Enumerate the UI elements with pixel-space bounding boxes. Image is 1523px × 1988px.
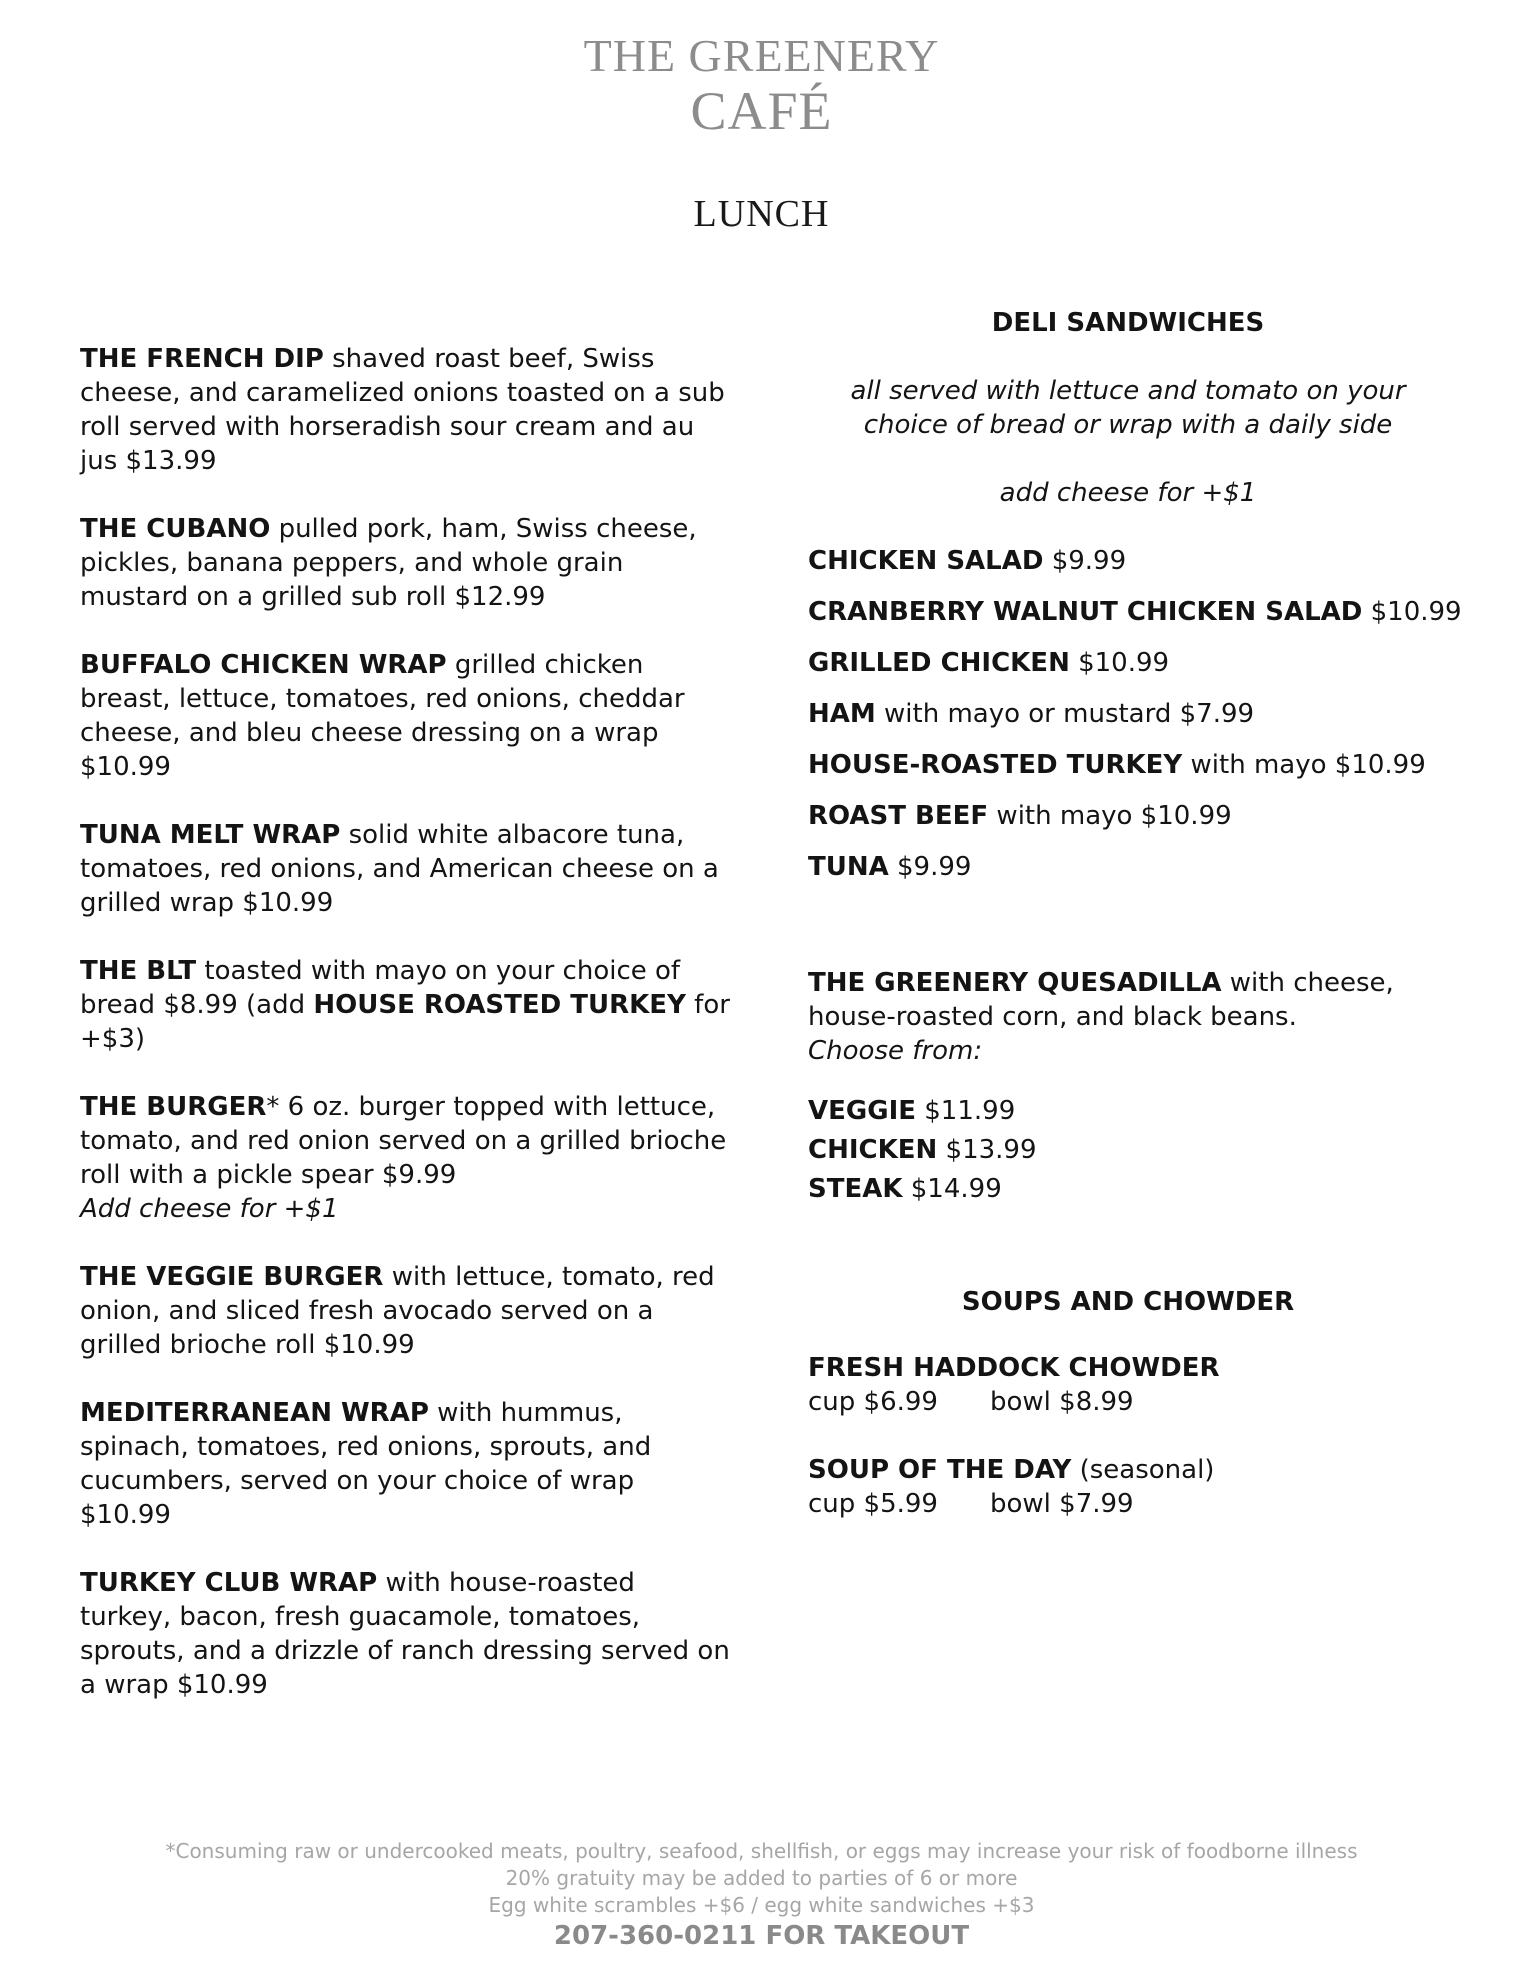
menu-item	[80, 342, 730, 478]
item-note: Add cheese for +$1	[80, 1194, 339, 1224]
item-description: solid white albacore tuna, tomatoes, red onions, and American cheese on a grilled wrap $10.99	[80, 820, 719, 918]
entrees-column	[80, 342, 730, 1736]
item-name: THE FRENCH DIP	[80, 344, 324, 374]
deli-item-name: ROAST BEEF	[808, 801, 989, 831]
item-name: THE VEGGIE BURGER	[80, 1262, 384, 1292]
menu-item	[80, 954, 730, 1056]
food-safety-notice: *Consuming raw or undercooked meats, poultry, seafood, shellfish, or eggs may increase your risk of foodborne illness	[165, 1839, 1358, 1863]
quesadilla-choose: Choose from:	[808, 1036, 983, 1066]
soups-heading: SOUPS AND CHOWDER	[961, 1287, 1295, 1317]
quesadilla-description: with cheese, house-roasted corn, and black beans.	[808, 968, 1394, 1032]
option-name: STEAK	[808, 1174, 903, 1204]
deli-item-detail: $10.99	[1069, 648, 1170, 678]
option-price: $11.99	[916, 1096, 1016, 1126]
deli-item	[808, 799, 1448, 833]
item-name: TUNA MELT WRAP	[80, 820, 341, 850]
quesadilla-option	[808, 1170, 1448, 1209]
deli-item-name: TUNA	[808, 852, 889, 882]
soup-bowl-price: bowl $7.99	[990, 1489, 1134, 1519]
deli-item-detail: with mayo or mustard $7.99	[875, 699, 1255, 729]
item-description: with hummus, spinach, tomatoes, red onions, sprouts, and cucumbers, served on your choice of wrap $10.99	[80, 1398, 652, 1530]
item-description: shaved roast beef, Swiss cheese, and caramelized onions toasted on a sub roll served with horseradish sour cream and au jus $13.99	[80, 344, 725, 476]
deli-item-name: CRANBERRY WALNUT CHICKEN SALAD	[808, 597, 1363, 627]
deli-item	[808, 697, 1448, 731]
takeout-phone: 207-360-0211 FOR TAKEOUT	[553, 1921, 970, 1951]
deli-item-detail: with mayo $10.99	[988, 801, 1232, 831]
menu-item	[80, 512, 730, 614]
soup-name: FRESH HADDOCK CHOWDER	[808, 1353, 1220, 1383]
item-name: THE BLT	[80, 956, 197, 986]
deli-item-detail: with mayo $10.99	[1182, 750, 1426, 780]
deli-item-name: CHICKEN SALAD	[808, 546, 1044, 576]
option-price: $14.99	[902, 1174, 1002, 1204]
option-name: CHICKEN	[808, 1135, 938, 1165]
item-addon: HOUSE ROASTED TURKEY	[313, 990, 686, 1020]
option-price: $13.99	[937, 1135, 1037, 1165]
menu-item	[80, 818, 730, 920]
deli-item-detail: $10.99	[1362, 597, 1462, 627]
deli-item	[808, 748, 1448, 782]
deli-item-detail: $9.99	[888, 852, 972, 882]
soup-bowl-price: bowl $8.99	[990, 1387, 1134, 1417]
cafe-name-line1: THE GREENERY	[583, 30, 940, 81]
quesadilla-item	[808, 966, 1448, 1068]
menu-item	[80, 1566, 730, 1702]
item-addon-price: for +$3)	[80, 990, 730, 1054]
item-name: MEDITERRANEAN WRAP	[80, 1398, 429, 1428]
header	[0, 30, 1523, 140]
menu-item	[80, 1396, 730, 1532]
quesadilla-options	[808, 1092, 1448, 1209]
item-name: THE CUBANO	[80, 514, 271, 544]
menu-item	[80, 648, 730, 784]
footer	[0, 1838, 1523, 1953]
soup-cup-price: cup $5.99	[808, 1489, 938, 1519]
deli-item-name: HAM	[808, 699, 876, 729]
item-description: grilled chicken breast, lettuce, tomatoes, red onions, cheddar cheese, and bleu cheese dressing on a wrap $10.99	[80, 650, 685, 782]
deli-item-name: HOUSE-ROASTED TURKEY	[808, 750, 1183, 780]
quesadilla-name: THE GREENERY QUESADILLA	[808, 968, 1222, 998]
quesadilla-option	[808, 1092, 1448, 1131]
deli-item	[808, 646, 1448, 680]
gratuity-notice: 20% gratuity may be added to parties of 6 or more	[505, 1866, 1018, 1890]
menu-item	[80, 1090, 730, 1226]
egg-white-notice: Egg white scrambles +$6 / egg white sandwiches +$3	[488, 1893, 1035, 1917]
soup-item	[808, 1453, 1448, 1521]
menu-item	[80, 1260, 730, 1362]
deli-item	[808, 544, 1448, 578]
item-name: TURKEY CLUB WRAP	[80, 1568, 378, 1598]
option-name: VEGGIE	[808, 1096, 916, 1126]
item-description: pulled pork, ham, Swiss cheese, pickles, banana peppers, and whole grain mustard on a grilled sub roll $12.99	[80, 514, 697, 612]
deli-item-name: GRILLED CHICKEN	[808, 648, 1070, 678]
soup-name: SOUP OF THE DAY	[808, 1455, 1072, 1485]
item-description: * 6 oz. burger topped with lettuce, tomato, and red onion served on a grilled brioche roll with a pickle spear $9.99	[80, 1092, 727, 1190]
deli-item-detail: $9.99	[1043, 546, 1127, 576]
soup-extra: (seasonal)	[1071, 1455, 1215, 1485]
cafe-name-line2: CAFÉ	[690, 81, 833, 141]
item-description: toasted with mayo on your choice of bread $8.99 (add	[80, 956, 681, 1020]
soup-item	[808, 1351, 1448, 1419]
soup-cup-price: cup $6.99	[808, 1387, 938, 1417]
item-name: THE BURGER	[80, 1092, 267, 1122]
item-description: with house-roasted turkey, bacon, fresh guacamole, tomatoes, sprouts, and a drizzle of ranch dressing served on a wrap $10.99	[80, 1568, 730, 1700]
deli-addon: add cheese for +$1	[999, 478, 1257, 508]
menu-title: LUNCH	[693, 193, 830, 235]
deli-item	[808, 850, 1448, 884]
right-column	[808, 306, 1462, 1521]
item-name: BUFFALO CHICKEN WRAP	[80, 650, 447, 680]
deli-item	[808, 595, 1462, 629]
item-description: with lettuce, tomato, red onion, and sliced fresh avocado served on a grilled brioche roll $10.99	[80, 1262, 715, 1360]
deli-heading: DELI SANDWICHES	[991, 308, 1265, 338]
quesadilla-option	[808, 1131, 1448, 1170]
deli-intro: all served with lettuce and tomato on your choice of bread or wrap with a daily side	[850, 376, 1406, 440]
